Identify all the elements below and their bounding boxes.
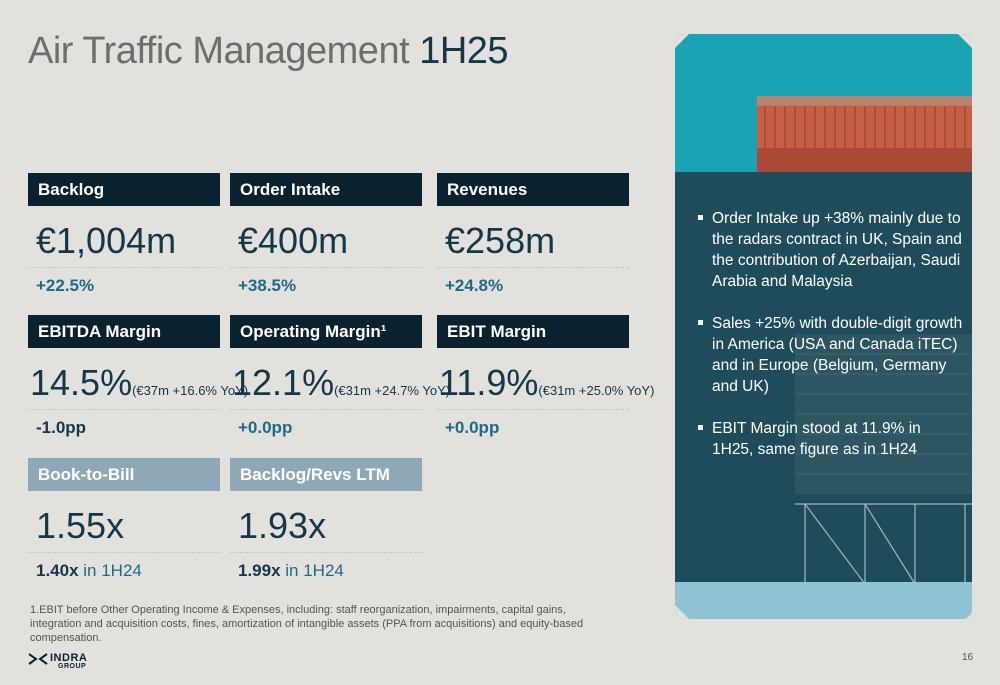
kpi-header: Order Intake xyxy=(230,173,422,206)
kpi-value-sub: (€37m +16.6% YoY) xyxy=(132,383,249,398)
kpi-card-backlog-revs-ltm xyxy=(230,458,422,581)
highlight-item xyxy=(694,208,964,292)
kpi-header: EBIT Margin xyxy=(437,315,629,348)
kpi-value xyxy=(437,348,655,410)
kpi-change: +38.5% xyxy=(238,276,297,295)
highlight-text: Sales +25% with double-digit growth in America (USA and Canada iTEC) and in Europe (Belgium, Germany and UK) xyxy=(712,315,963,395)
logo-mark-icon xyxy=(28,653,48,665)
kpi-value xyxy=(230,206,422,268)
kpi-value-text: 1.93x xyxy=(238,505,327,546)
kpi-header: Backlog xyxy=(28,173,220,206)
highlights-list xyxy=(694,208,964,481)
bullet-icon xyxy=(698,425,703,430)
photo-corner xyxy=(958,34,972,48)
kpi-change: +24.8% xyxy=(445,276,504,295)
kpi-value-text: 12.1% xyxy=(232,362,335,403)
bullet-icon xyxy=(698,215,703,220)
kpi-change-tail: in 1H24 xyxy=(280,561,344,580)
kpi-change-tail: in 1H24 xyxy=(78,561,142,580)
kpi-value xyxy=(28,206,220,268)
kpi-card-book-to-bill xyxy=(28,458,220,581)
kpi-card-revenues xyxy=(437,173,629,296)
bullet-icon xyxy=(698,320,703,325)
kpi-change xyxy=(28,553,220,581)
kpi-card-ebit-margin xyxy=(437,315,655,438)
kpi-change xyxy=(230,553,422,581)
kpi-value-sub: (€31m +24.7% YoY) xyxy=(334,383,451,398)
kpi-card-operating-margin xyxy=(230,315,451,438)
kpi-value-text: 11.9% xyxy=(439,362,539,403)
kpi-change: +22.5% xyxy=(36,276,95,295)
page-title-main: Air Traffic Management xyxy=(28,30,420,72)
kpi-value-text: €1,004m xyxy=(36,220,177,261)
kpi-change: +0.0pp xyxy=(445,418,500,437)
highlight-text: Order Intake up +38% mainly due to the radars contract in UK, Spain and the contribution of Azerbaijan, Saudi Arabia and Malaysia xyxy=(712,210,962,290)
kpi-value-text: 14.5% xyxy=(30,362,133,403)
photo-corner xyxy=(675,34,689,48)
kpi-change: -1.0pp xyxy=(36,418,87,437)
kpi-value xyxy=(230,491,422,553)
kpi-change-value: 1.40x xyxy=(36,561,79,580)
kpi-value-text: €258m xyxy=(445,220,556,261)
photo-corner xyxy=(675,605,689,619)
kpi-header: Revenues xyxy=(437,173,629,206)
logo-word: INDRA xyxy=(50,652,88,664)
page-number: 16 xyxy=(962,652,974,663)
kpi-value xyxy=(28,348,249,410)
kpi-header: EBITDA Margin xyxy=(28,315,220,348)
page-title xyxy=(28,30,508,73)
indra-logo xyxy=(28,652,98,674)
kpi-value-text: 1.55x xyxy=(36,505,125,546)
kpi-change: +0.0pp xyxy=(238,418,293,437)
footnote: 1.EBIT before Other Operating Income & Expenses, including: staff reorganization, impairments, capital gains, integration and acquisition costs, fines, amortization of intangible assets (PPA from acquisitions) and equity-based compensation. xyxy=(30,604,584,644)
kpi-value xyxy=(230,348,451,410)
highlight-item xyxy=(694,313,964,397)
kpi-card-order-intake xyxy=(230,173,422,296)
kpi-change-value: 1.99x xyxy=(238,561,281,580)
highlight-text: EBIT Margin stood at 11.9% in 1H25, same figure as in 1H24 xyxy=(712,420,921,458)
kpi-value xyxy=(28,491,220,553)
page-title-accent: 1H25 xyxy=(419,30,509,72)
highlight-item xyxy=(694,418,964,460)
kpi-header: Book-to-Bill xyxy=(28,458,220,491)
kpi-header: Backlog/Revs LTM xyxy=(230,458,422,491)
kpi-value-sub: (€31m +25.0% YoY) xyxy=(538,383,655,398)
kpi-card-ebitda-margin xyxy=(28,315,249,438)
kpi-card-backlog xyxy=(28,173,220,296)
kpi-value xyxy=(437,206,629,268)
kpi-header: Operating Margin¹ xyxy=(230,315,422,348)
logo-group: GROUP xyxy=(58,663,87,670)
kpi-value-text: €400m xyxy=(238,220,349,261)
